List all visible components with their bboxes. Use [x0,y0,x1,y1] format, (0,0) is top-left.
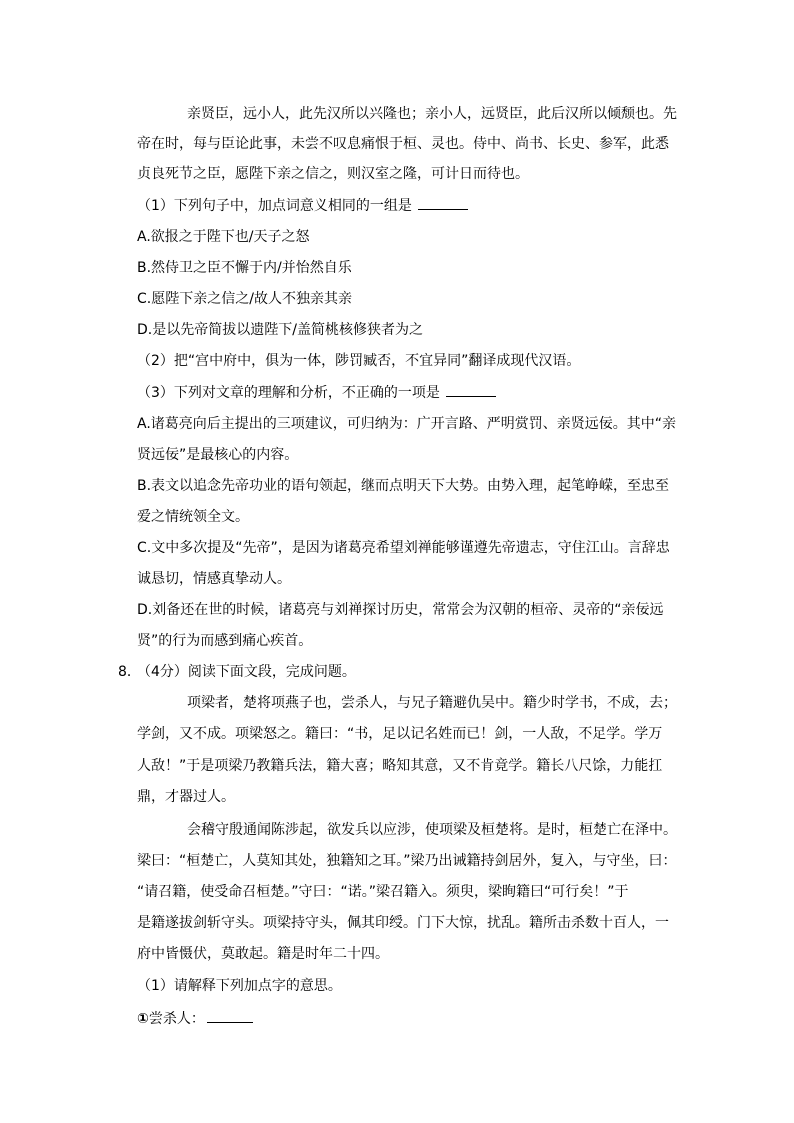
q8-para1-line-4: 鼎，才器过人。 [137,789,235,805]
q7-sub3-option-d-line1: D.刘备还在世的时候，诸葛亮与刘禅探讨历史，常常会为汉朝的桓帝、灵帝的“亲佞远 [137,602,664,618]
q8-para2-line-3: “请召籍，使受命召桓楚。”守曰：“诺。”梁召籍入。须臾，梁眴籍曰“可行矣！”于 [137,884,629,900]
q8-para2-line-5: 府中皆慑伏，莫敢起。籍是时年二十四。 [137,946,389,962]
q7-sub3-option-d-line2: 贤”的行为而感到痛心疾首。 [137,633,313,649]
passage1-line-2: 帝在时，每与臣论此事，未尝不叹息痛恨于桓、灵也。侍中、尚书、长史、参军，此悉 [137,136,669,152]
q8-number: 8． [118,664,141,680]
q8-item1: ①尝杀人： [137,1009,677,1029]
q8-para1-line-2: 学剑，又不成。项梁怒之。籍曰：“书，足以记名姓而已！剑，一人敌，不足学。学万 [137,726,663,742]
q7-sub3-option-b-line2: 爱之情统领全文。 [137,509,249,525]
passage1-line-1: 亲贤臣，远小人，此先汉所以兴隆也；亲小人，远贤臣，此后汉所以倾颓也。先 [187,106,677,122]
answer-blank[interactable] [446,384,496,397]
q7-sub1-option-b: B.然侍卫之臣不懈于内/并怡然自乐 [137,260,352,276]
circled-number-1: ① [137,1011,149,1027]
q7-sub3-option-a-line2: 贤远佞”是最核心的内容。 [137,447,299,463]
q8-para1-line-1: 项梁者，楚将项燕子也，尝杀人，与兄子籍避仇吴中。籍少时学书，不成，去； [187,695,677,711]
q7-sub1-option-a: A.欲报之于陛下也/天子之怒 [137,229,310,245]
q7-sub1-option-d: D.是以先帝简拔以遗陛下/盖简桃核修狭者为之 [137,322,423,338]
q7-sub1-option-c: C.愿陛下亲之信之/故人不独亲其亲 [137,291,352,307]
q7-sub3-option-c-line1: C.文中多次提及“先帝”，是因为诸葛亮希望刘禅能够谨遵先帝遗志，守住江山。言辞忠 [137,540,670,556]
q8-header: （4分）阅读下面文段，完成问题。 [137,664,356,680]
q7-sub1-prompt: （1）下列句子中，加点词意义相同的一组是 [137,196,677,216]
q7-sub2-prompt: （2）把“宫中府中，俱为一体，陟罚臧否，不宜异同”翻译成现代汉语。 [137,353,581,369]
q8-para2-line-4: 是籍遂拔剑斩守头。项梁持守头，佩其印绶。门下大惊，扰乱。籍所击杀数十百人，一 [137,915,669,931]
q8-sub1-prompt: （1）请解释下列加点字的意思。 [137,978,342,994]
q8-para1-line-3: 人敌！”于是项梁乃教籍兵法，籍大喜；略知其意，又不肯竟学。籍长八尺馀，力能扛 [137,758,663,774]
q7-sub3-prompt: （3）下列对文章的理解和分析，不正确的一项是 [137,383,677,403]
answer-blank[interactable] [418,197,468,210]
q7-sub3-option-b-line1: B.表文以追念先帝功业的语句领起，继而点明天下大势。由势入理，起笔峥嵘，至忠至 [137,478,670,494]
q7-sub3-option-c-line2: 诚恳切，情感真挚动人。 [137,571,291,587]
q8-para2-line-2: 梁曰：“桓楚亡，人莫知其处，独籍知之耳。”梁乃出诫籍持剑居外，复入，与守坐，曰： [137,853,677,869]
passage1-line-3: 贞良死节之臣，愿陛下亲之信之，则汉室之隆，可计日而待也。 [137,166,529,182]
q8-para2-line-1: 会稽守殷通闻陈涉起，欲发兵以应涉，使项梁及桓楚将。是时，桓楚亡在泽中。 [187,822,677,838]
answer-blank[interactable] [207,1010,253,1023]
q7-sub3-option-a-line1: A.诸葛亮向后主提出的三项建议，可归纳为：广开言路、严明赏罚、亲贤远佞。其中“亲 [137,416,677,432]
